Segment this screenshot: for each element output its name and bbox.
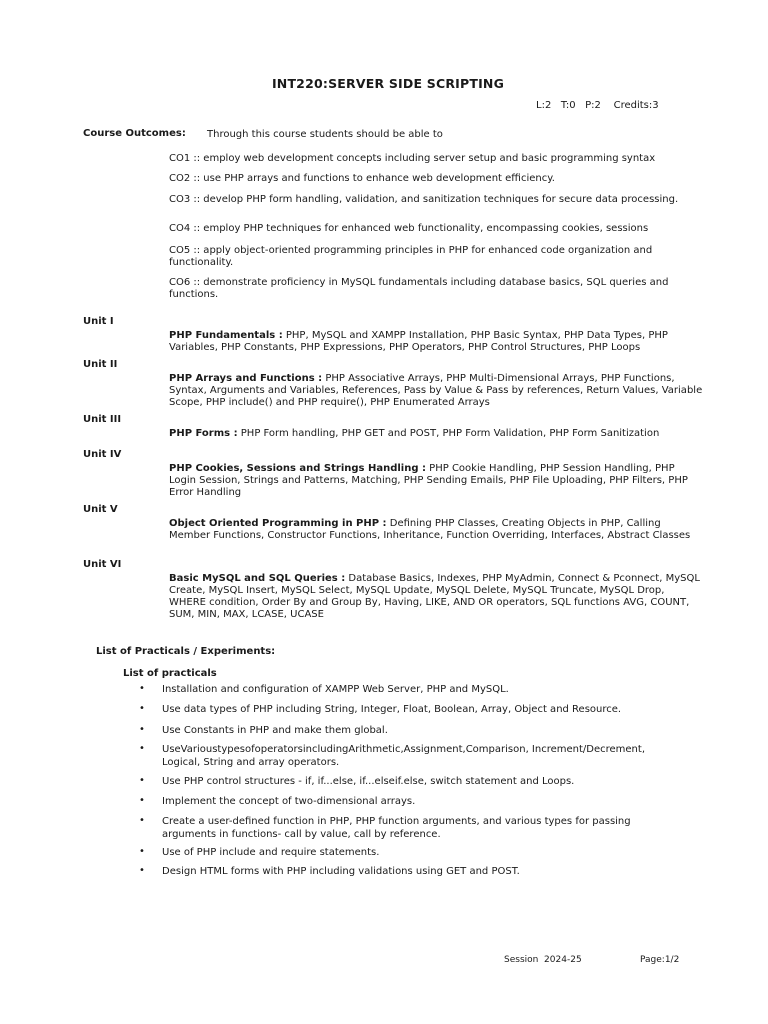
bullet-marker: • [139,846,145,857]
course-outcome-item: CO4 :: employ PHP techniques for enhanced web functionality, encompassing cookies, sessions [169,223,649,234]
bullet-marker: • [139,743,145,754]
unit-content [169,428,704,440]
unit-label: Unit IV [83,449,122,460]
unit-heading: PHP Fundamentals : [169,330,283,341]
unit-content [169,463,704,499]
unit-heading: PHP Cookies, Sessions and Strings Handling : [169,463,426,474]
unit-topics: PHP, MySQL and XAMPP Installation, PHP Basic Syntax, PHP Data Types, PHP Variables, PHP Constants, PHP Expressions, PHP Operators, PHP Control Structures, PHP Loops [169,330,668,353]
bullet-marker: • [139,865,145,876]
unit-label: Unit I [83,316,114,327]
practical-item: Use data types of PHP including String, Integer, Float, Boolean, Array, Object and Resource. [162,704,622,715]
page-number: Page:1/2 [640,955,680,965]
practical-item: Create a user-defined function in PHP, PHP function arguments, and various types for passing arguments in functions- call by value, call by reference. [162,816,631,840]
course-outcome-item: CO2 :: use PHP arrays and functions to enhance web development efficiency. [169,173,555,184]
bullet-marker: • [139,703,145,714]
unit-topics: PHP Cookie Handling, PHP Session Handling, PHP Login Session, Strings and Patterns, Matching, PHP Sending Emails, PHP File Uploading, PHP Filters, PHP Error Handling [169,463,688,498]
session-footer: Session 2024-25 [504,955,582,965]
unit-content [169,330,704,354]
unit-label: Unit V [83,504,118,515]
course-outcomes-label: Course Outcomes: [83,128,186,139]
practical-item: Design HTML forms with PHP including validations using GET and POST. [162,866,520,877]
bullet-marker: • [139,775,145,786]
course-title: INT220:SERVER SIDE SCRIPTING [271,76,505,91]
unit-label: Unit II [83,359,118,370]
bullet-marker: • [139,795,145,806]
unit-topics: PHP Form handling, PHP GET and POST, PHP Form Validation, PHP Form Sanitization [237,428,660,439]
unit-heading: PHP Arrays and Functions : [169,373,323,384]
practical-item: Implement the concept of two-dimensional arrays. [162,796,416,807]
bullet-marker: • [139,683,145,694]
practical-item: Use Constants in PHP and make them global. [162,725,388,736]
course-outcome-item: CO6 :: demonstrate proficiency in MySQL fundamentals including database basics, SQL queries and functions. [169,277,669,300]
course-outcome-item: CO1 :: employ web development concepts including server setup and basic programming syntax [169,153,656,164]
unit-content [169,373,704,409]
practical-item: UseVarioustypesofoperatorsincludingArithmetic,Assignment,Comparison, Increment/Decrement, Logical, String and array operators. [162,744,645,768]
bullet-marker: • [139,815,145,826]
bullet-marker: • [139,724,145,735]
unit-heading: Object Oriented Programming in PHP : [169,518,387,529]
practicals-heading: List of Practicals / Experiments: [96,646,276,657]
unit-label: Unit III [83,414,122,425]
unit-label: Unit VI [83,559,122,570]
course-outcome-item: CO5 :: apply object-oriented programming principles in PHP for enhanced code organization and functionality. [169,245,653,268]
credits-line: L:2 T:0 P:2 Credits:3 [536,100,659,111]
unit-topics: Database Basics, Indexes, PHP MyAdmin, Connect & Pconnect, MySQL Create, MySQL Insert, MySQL Select, MySQL Update, MySQL Delete, MySQL Truncate, MySQL Drop, WHERE condition, Order By and Group By, Having, LIKE, AND OR operators, SQL functions AVG, COUNT, SUM, MIN, MAX, LCASE, UCASE [169,573,700,620]
practical-item: Use PHP control structures - if, if...else, if...elseif.else, switch statement and Loops. [162,776,575,787]
unit-content [169,518,704,542]
practical-item: Installation and configuration of XAMPP Web Server, PHP and MySQL. [162,684,509,695]
course-outcome-item: CO3 :: develop PHP form handling, validation, and sanitization techniques for secure data processing. [169,194,679,205]
unit-heading: Basic MySQL and SQL Queries : [169,573,346,584]
unit-heading: PHP Forms : [169,428,238,439]
unit-content [169,573,704,621]
unit-topics: Defining PHP Classes, Creating Objects in PHP, Calling Member Functions, Constructor Functions, Inheritance, Function Overriding, Interfaces, Abstract Classes [169,518,691,541]
practical-item: Use of PHP include and require statements. [162,847,380,858]
course-outcomes-intro: Through this course students should be able to [207,129,443,140]
practicals-subheading: List of practicals [123,668,217,679]
unit-topics: PHP Associative Arrays, PHP Multi-Dimensional Arrays, PHP Functions, Syntax, Arguments and Variables, References, Pass by Value & Pass by references, Return Values, Variable Scope, PHP include() and PHP require(), PHP Enumerated Arrays [169,373,703,408]
